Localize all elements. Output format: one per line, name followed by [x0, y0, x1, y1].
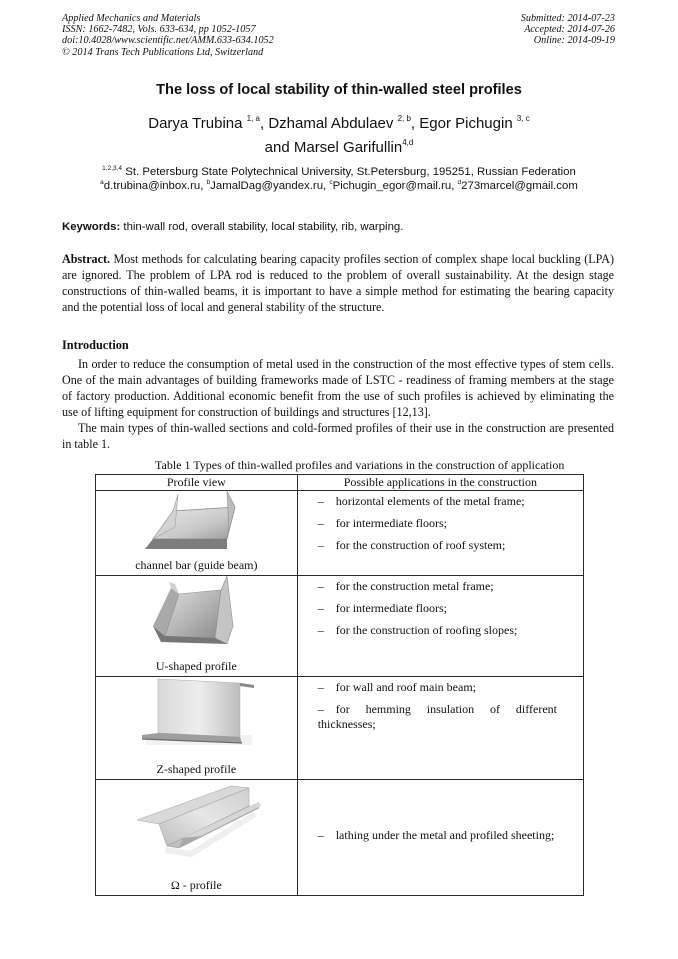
profile-name: Z-shaped profile — [156, 762, 237, 776]
table-caption: Table 1 Types of thin-walled profiles and variations in the construction of application — [155, 458, 565, 472]
email-link[interactable]: 273marcel@gmail.com — [461, 180, 578, 192]
table-row — [96, 677, 584, 780]
applications-cell — [297, 576, 583, 677]
author-sup: 4,d — [402, 138, 414, 147]
paper-title: The loss of local stability of thin-walled steel profiles — [156, 82, 522, 98]
abstract-label: Abstract. — [62, 252, 111, 266]
author-sup: 2, b — [397, 114, 411, 123]
submitted-date: Submitted: 2014-07-23 — [520, 13, 615, 24]
keywords-label: Keywords: — [62, 221, 121, 233]
affiliation-block — [0, 165, 678, 193]
author-sup: 3, c — [516, 114, 530, 123]
profile-cell — [96, 576, 298, 677]
author-name: Egor Pichugin — [419, 115, 513, 132]
email-link[interactable]: d.trubina@inbox.ru, — [103, 180, 207, 192]
application-item: – for wall and roof main beam; — [317, 680, 476, 694]
journal-info — [62, 13, 274, 58]
abstract — [62, 251, 614, 315]
applications-cell — [297, 491, 583, 576]
online-date: Online: 2014-09-19 — [533, 35, 615, 47]
table-row — [96, 780, 584, 896]
issn-line: ISSN: 1662-7482, Vols. 633-634, pp 1052-1057 — [62, 24, 256, 36]
applications-cell — [297, 780, 583, 896]
channel-bar-image — [131, 491, 261, 559]
application-item: – for intermediate floors; — [317, 516, 447, 530]
application-item: – for the construction of roofing slopes; — [317, 623, 518, 637]
u-profile-image — [141, 576, 251, 652]
doi-line: doi:10.4028/www.scientific.net/AMM.633-634.1052 — [62, 35, 274, 47]
keywords-text: thin-wall rod, overall stability, local stability, rib, warping. — [120, 221, 404, 233]
keywords — [62, 221, 403, 233]
section-heading-introduction: Introduction — [62, 338, 129, 352]
journal-name: Applied Mechanics and Materials — [62, 13, 201, 24]
z-profile-image — [136, 677, 256, 755]
copyright-line: © 2014 Trans Tech Publications Ltd, Switzerland — [62, 46, 264, 58]
author-sup: 1, a — [246, 114, 260, 123]
profile-name: channel bar (guide beam) — [135, 558, 258, 572]
affiliation: $^{1,2,3,4}$ St. Petersburg State Polytechnical University, St.Petersburg, 195251, Russian Federation — [102, 165, 576, 178]
table-row — [96, 491, 584, 576]
profile-cell — [96, 780, 298, 896]
profile-name: U-shaped profile — [155, 659, 237, 673]
application-item: – for intermediate floors; — [317, 601, 447, 615]
application-item: – for the construction of roof system; — [317, 538, 506, 552]
table-row — [96, 576, 584, 677]
omega-profile-image — [131, 780, 261, 862]
emails: $^a$d.trubina@inbox.ru, $^b$JamalDag@yandex.ru, $^c$Pichugin_egor@mail.ru, $^d$273marcel@gmail.com — [100, 179, 578, 192]
authors: Darya Trubina $^{1, a}$, Dzhamal Abdulaev $^{2, b}$, Egor Pichugin $^{3, c}$ and Marsel Garifullin$^{4,d}$ — [148, 114, 530, 156]
dates-info — [521, 13, 615, 47]
application-item: – horizontal elements of the metal frame; — [317, 494, 525, 508]
table-header-row — [96, 475, 584, 491]
application-item: – for the construction metal frame; — [317, 579, 494, 593]
column-header: Profile view — [96, 475, 298, 491]
accepted-date: Accepted: 2014-07-26 — [524, 24, 615, 36]
profile-cell — [96, 491, 298, 576]
profiles-table — [95, 474, 584, 896]
profile-name: Ω - profile — [170, 878, 222, 892]
application-item: – for hemming insulation of different thicknesses; — [317, 702, 557, 731]
abstract-text: Most methods for calculating bearing capacity profiles section of complex shape local buckling (LPA) are ignored. The problem of LPA rod is reduced to the problem of overall sustainability. At the design stage constructions of thin-walled beams, it is important to have a simple method for estimating the bearing capacity and the potential loss of local and general stability of the structure. — [62, 252, 614, 314]
application-item: – lathing under the metal and profiled sheeting; — [317, 828, 555, 842]
profile-cell — [96, 677, 298, 780]
email-link[interactable]: JamalDag@yandex.ru, — [210, 180, 330, 192]
paragraph: In order to reduce the consumption of metal used in the construction of the most effective types of stem cells. One of the main advantages of building frameworks made of LSTC - readiness of framing members at the stage of factory production. Additional economic benefit from the use of such profiles is achieved by eliminating the use of lifting equipment for construction of buildings and structures [12,13]. — [62, 357, 614, 419]
author-name: and Marsel Garifullin — [264, 139, 403, 156]
paragraph: The main types of thin-walled sections and cold-formed profiles of their use in the construction are presented in table 1. — [62, 421, 614, 451]
column-header: Possible applications in the construction — [297, 475, 583, 491]
email-link[interactable]: Pichugin_egor@mail.ru, — [332, 180, 458, 192]
author-name: Dzhamal Abdulaev — [268, 115, 394, 132]
author-name: Darya Trubina — [148, 115, 243, 132]
applications-cell — [297, 677, 583, 780]
